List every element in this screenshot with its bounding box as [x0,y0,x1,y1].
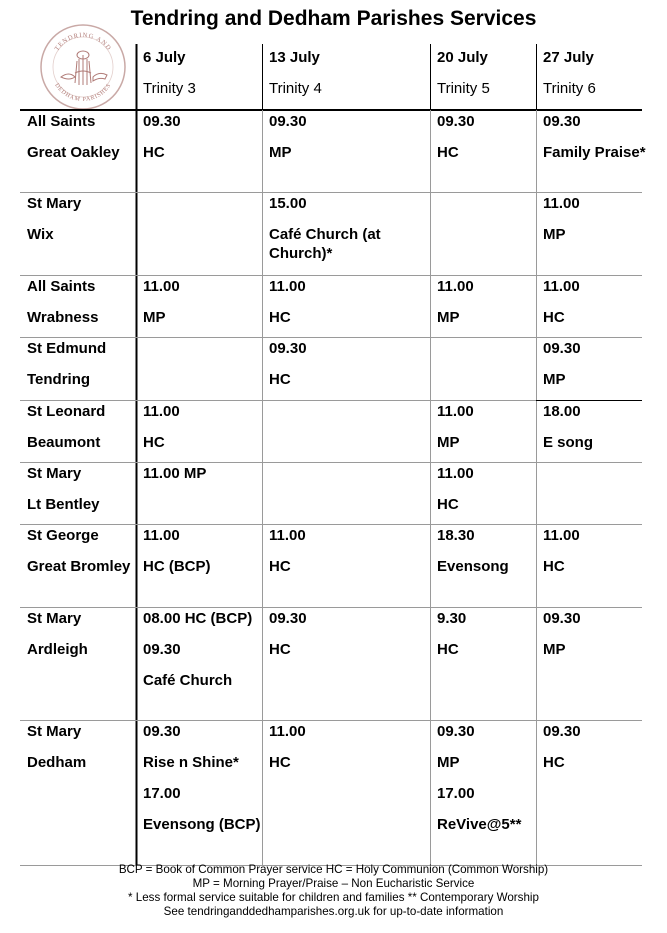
column-header-trinity: Trinity 4 [269,80,322,97]
service-entry: 09.30 [269,113,307,130]
church-place: Beaumont [27,434,101,451]
page-title: Tendring and Dedham Parishes Services [130,7,537,30]
service-entry: HC [269,309,291,326]
service-entry: HC [437,496,459,513]
service-entry: MP [143,309,166,326]
service-entry: MP [543,371,566,388]
service-entry: 18.30 [437,527,475,544]
service-entry: 9.30 [437,610,467,627]
church-name: St Leonard [27,403,106,420]
service-entry: 09.30 [543,723,581,740]
service-entry: 09.30 [543,340,581,357]
service-entry: Rise n Shine* [143,754,239,771]
service-entry: HC [269,371,291,388]
service-entry: 09.30 [437,113,475,130]
church-place: Lt Bentley [27,496,100,513]
footer-line: See tendringanddedhamparishes.org.uk for up-to-date information [163,905,504,918]
church-place: Great Oakley [27,144,120,161]
column-header-date: 6 July [143,49,186,66]
church-name: St Edmund [27,340,107,357]
church-name: St Mary [27,723,82,740]
footer-line: BCP = Book of Common Prayer service HC = Holy Communion (Common Worship) [118,863,549,876]
column-header-trinity: Trinity 5 [437,80,490,97]
church-name: St Mary [27,195,82,212]
service-entry: 11.00 [269,278,306,295]
service-entry: 09.30 [269,340,307,357]
service-entry: HC [543,754,565,771]
service-entry: 11.00 [143,527,180,544]
service-entry: 09.30 [143,113,181,130]
service-entry: ReVive@5** [437,816,522,833]
service-entry: HC [543,558,565,575]
service-entry: 11.00 [143,403,180,420]
column-header-date: 13 July [269,49,320,66]
service-entry: HC [269,558,291,575]
service-entry: MP [437,309,460,326]
service-entry: MP [437,434,460,451]
service-entry: 11.00 [437,403,474,420]
service-entry: 09.30 [543,113,581,130]
column-header-trinity: Trinity 3 [143,80,196,97]
church-place: Wix [27,226,54,243]
service-entry: HC [269,754,291,771]
church-place: Great Bromley [27,558,131,575]
service-entry: HC [143,144,165,161]
logo-text-top: TENDRING AND [53,31,113,53]
church-name: St Mary [27,610,82,627]
service-entry: HC (BCP) [143,558,211,575]
service-entry: HC [143,434,165,451]
service-entry: 09.30 [269,610,307,627]
service-entry: 11.00 [143,278,180,295]
church-place: Ardleigh [27,641,88,658]
service-entry: 09.30 [143,723,181,740]
service-entry: 11.00 [437,465,474,482]
column-header-date: 27 July [543,49,594,66]
service-entry: MP [437,754,460,771]
service-entry: 11.00 MP [143,465,207,482]
service-entry: HC [437,144,459,161]
service-entry: 11.00 [543,527,580,544]
service-entry: 11.00 [269,527,306,544]
church-name: All Saints [27,278,96,295]
church-place: Wrabness [27,309,99,326]
service-entry: E song [543,434,594,451]
service-entry: Café Church (at Church)* [269,226,381,262]
service-entry: HC [437,641,459,658]
service-entry: 18.00 [543,403,581,420]
service-entry: 17.00 [143,785,181,802]
service-entry: MP [269,144,292,161]
footer-line: * Less formal service suitable for children and families ** Contemporary Worship [128,891,539,904]
church-name: St George [27,527,99,544]
service-entry: 11.00 [543,278,580,295]
column-header-date: 20 July [437,49,488,66]
service-entry: HC [543,309,565,326]
service-entry: 09.30 [143,641,181,658]
church-place: Tendring [27,371,91,388]
service-entry: MP [543,641,566,658]
logo-text-bottom: DEDHAM PARISHES [53,82,113,104]
service-entry: 11.00 [437,278,474,295]
service-entry: 11.00 [543,195,580,212]
service-entry: Evensong [437,558,509,575]
church-name: St Mary [27,465,82,482]
service-entry: 08.00 HC (BCP) [143,610,253,627]
service-entry: Family Praise* [543,144,646,161]
service-entry: 17.00 [437,785,475,802]
church-place: Dedham [27,754,87,771]
service-entry: 11.00 [269,723,306,740]
service-entry: Evensong (BCP) [143,816,261,833]
column-header-trinity: Trinity 6 [543,80,596,97]
service-entry: 09.30 [543,610,581,627]
service-entry: 15.00 [269,195,307,212]
footer-notes [0,863,667,919]
service-entry: MP [543,226,566,243]
church-name: All Saints [27,113,96,130]
footer-line: MP = Morning Prayer/Praise – Non Eucharistic Service [192,877,475,890]
service-entry: 09.30 [437,723,475,740]
service-entry: HC [269,641,291,658]
service-entry: Café Church [143,672,233,689]
